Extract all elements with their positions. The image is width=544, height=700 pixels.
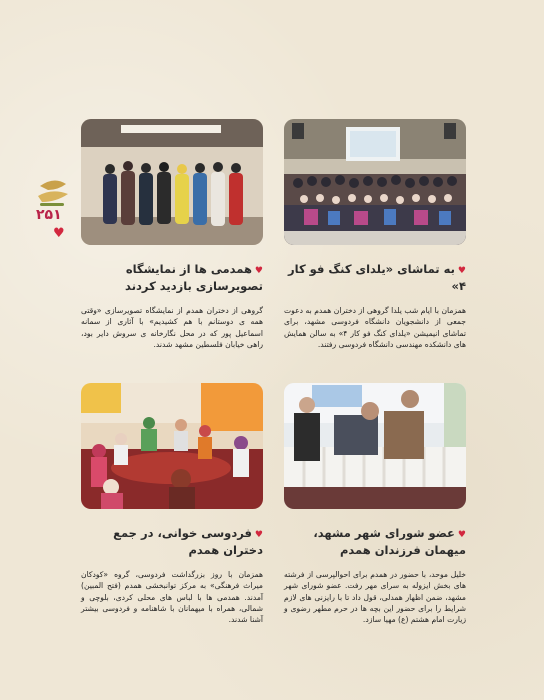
article-title: ♥عضو شورای شهر مشهد، میهمان فرزندان همدم <box>313 526 466 557</box>
issue-number: ۲۵۱ <box>36 207 62 223</box>
heart-icon: ♥ <box>254 266 263 276</box>
article-title: ♥همدمی ها از نمایشگاه تصویرسازی بازدید کردند <box>125 262 263 293</box>
article-title: ♥فردوسی خوانی، در جمع دختران همدم <box>113 526 263 557</box>
article-council <box>284 526 466 625</box>
article-body: همزمان با روز بزرگداشت فردوسی، گروه «کودکان میراث فرهنگی» به مرکز توانبخشی همدم (فتح المبین) آمدند. همدمی ها با لباس های محلی کردی، بلوچی و شمالی، همراه با میهمانان با شاهنامه و فردوسی بیشتر آشنا شدند. <box>81 570 263 625</box>
heart-icon: ♥ <box>457 530 466 540</box>
heart-icon: ♥ <box>53 226 65 241</box>
photo-council-visit <box>284 383 466 509</box>
photo-auditorium-students <box>284 119 466 245</box>
article-title: ♥به تماشای «یلدای کنگ فو کار ۴» <box>288 262 466 293</box>
heart-icon: ♥ <box>254 530 263 540</box>
article-kungfu <box>284 262 466 350</box>
article-ferdowsi <box>81 526 263 625</box>
photo-exhibition-group <box>81 119 263 245</box>
article-exhibition <box>81 262 263 350</box>
article-body: خلیل موحد، با حضور در همدم برای احوالپرسی از فرشته های بخش ایزوله به سرای مهر رفت. عضو شورای شهر مشهد، ضمن اظهار همدلی، قول داد تا با رایزنی های لازم شرایط را برای حضور این بچه ها در حرم مطهر رضوی و زیارت امام هشتم (ع) مهیا سازد. <box>284 570 466 625</box>
article-body: همزمان با ایام شب یلدا گروهی از دختران همدم به دعوت جمعی از دانشجویان دانشگاه فردوسی مشهد، برای تماشای انیمیشن «یلدای کنگ فو کار ۴» به سالن همایش های دانشکده مهندسی دانشگاه فردوسی رفتند. <box>284 306 466 349</box>
heart-icon: ♥ <box>457 266 466 276</box>
photo-ferdowsi-reading <box>81 383 263 509</box>
article-body: گروهی از دختران همدم از نمایشگاه تصویرسازی «وقتی همه ی دوستانم با هم کشیدیم» با آثاری از سمانه اسماعیل پور که در محل نگارخانه ی سروش دایر بود، راهی خیابان فلسطین مشهد شدند. <box>81 306 263 349</box>
